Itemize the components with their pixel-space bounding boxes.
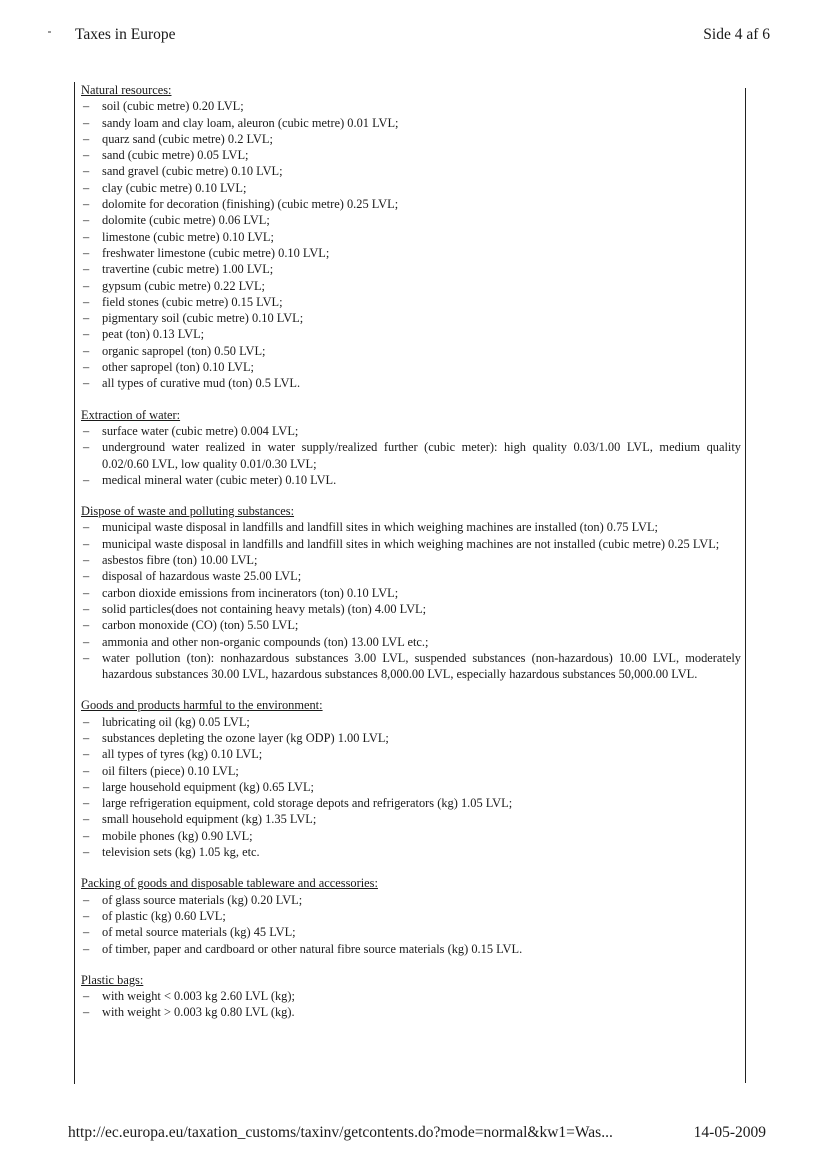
page-header-title: Taxes in Europe <box>75 26 176 43</box>
section <box>81 972 741 1021</box>
list-item: – asbestos fibre (ton) 10.00 LVL; <box>81 552 741 568</box>
section-item-list <box>81 98 741 391</box>
list-item: – of glass source materials (kg) 0.20 LVL; <box>81 892 741 908</box>
list-item: – clay (cubic metre) 0.10 LVL; <box>81 180 741 196</box>
list-item: – substances depleting the ozone layer (kg ODP) 1.00 LVL; <box>81 730 741 746</box>
list-item: – sand (cubic metre) 0.05 LVL; <box>81 147 741 163</box>
list-item: – lubricating oil (kg) 0.05 LVL; <box>81 714 741 730</box>
left-border-line <box>74 82 75 1084</box>
section <box>81 407 741 488</box>
footer-date: 14-05-2009 <box>693 1124 766 1141</box>
list-item: – all types of tyres (kg) 0.10 LVL; <box>81 746 741 762</box>
section-item-list <box>81 988 741 1021</box>
list-item: – all types of curative mud (ton) 0.5 LVL. <box>81 375 741 391</box>
list-item: – large household equipment (kg) 0.65 LVL; <box>81 779 741 795</box>
list-item: – municipal waste disposal in landfills and landfill sites in which weighing machines are installed (ton) 0.75 LVL; <box>81 519 741 535</box>
list-item: – peat (ton) 0.13 LVL; <box>81 326 741 342</box>
list-item: – municipal waste disposal in landfills and landfill sites in which weighing machines are not installed (cubic metre) 0.25 LVL; <box>81 536 741 552</box>
list-item: – pigmentary soil (cubic metre) 0.10 LVL; <box>81 310 741 326</box>
list-item: – underground water realized in water supply/realized further (cubic meter): high quality 0.03/1.00 LVL, medium quality 0.02/0.60 LVL, low quality 0.01/0.30 LVL; <box>81 439 741 472</box>
list-item: – disposal of hazardous waste 25.00 LVL; <box>81 568 741 584</box>
page-number: Side 4 af 6 <box>703 26 770 43</box>
section <box>81 503 741 682</box>
section-title: Packing of goods and disposable tableware and accessories: <box>81 876 378 891</box>
list-item: – freshwater limestone (cubic metre) 0.10 LVL; <box>81 245 741 261</box>
list-item: – large refrigeration equipment, cold storage depots and refrigerators (kg) 1.05 LVL; <box>81 795 741 811</box>
list-item: – sand gravel (cubic metre) 0.10 LVL; <box>81 163 741 179</box>
section-item-list <box>81 714 741 861</box>
list-item: – oil filters (piece) 0.10 LVL; <box>81 763 741 779</box>
list-item: – solid particles(does not containing heavy metals) (ton) 4.00 LVL; <box>81 601 741 617</box>
list-item: – limestone (cubic metre) 0.10 LVL; <box>81 229 741 245</box>
list-item: – with weight < 0.003 kg 2.60 LVL (kg); <box>81 988 741 1004</box>
section-title: Plastic bags: <box>81 972 144 987</box>
section-title: Goods and products harmful to the environment: <box>81 698 323 713</box>
list-item: – dolomite for decoration (finishing) (cubic metre) 0.25 LVL; <box>81 196 741 212</box>
section-item-list <box>81 423 741 488</box>
right-border-line <box>745 88 746 1083</box>
document-body <box>81 82 741 1036</box>
section-title: Extraction of water: <box>81 407 181 422</box>
list-item: – of plastic (kg) 0.60 LVL; <box>81 908 741 924</box>
list-item: – quarz sand (cubic metre) 0.2 LVL; <box>81 131 741 147</box>
list-item: – of metal source materials (kg) 45 LVL; <box>81 924 741 940</box>
list-item: – water pollution (ton): nonhazardous substances 3.00 LVL, suspended substances (non-hazardous) 10.00 LVL, moderately hazardous substances 30.00 LVL, hazardous substances 8,000.00 LVL, especially hazardous substances 50,000.00 LVL. <box>81 650 741 683</box>
list-item: – travertine (cubic metre) 1.00 LVL; <box>81 261 741 277</box>
list-item: – gypsum (cubic metre) 0.22 LVL; <box>81 278 741 294</box>
section-title: Dispose of waste and polluting substances: <box>81 504 295 519</box>
section-item-list <box>81 892 741 957</box>
list-item: – sandy loam and clay loam, aleuron (cubic metre) 0.01 LVL; <box>81 115 741 131</box>
list-item: – ammonia and other non-organic compounds (ton) 13.00 LVL etc.; <box>81 634 741 650</box>
list-item: – dolomite (cubic metre) 0.06 LVL; <box>81 212 741 228</box>
list-item: – soil (cubic metre) 0.20 LVL; <box>81 98 741 114</box>
list-item: – small household equipment (kg) 1.35 LVL; <box>81 811 741 827</box>
section <box>81 697 741 860</box>
list-item: – television sets (kg) 1.05 kg, etc. <box>81 844 741 860</box>
list-item: – mobile phones (kg) 0.90 LVL; <box>81 828 741 844</box>
page-footer <box>68 1124 766 1142</box>
list-item: – carbon dioxide emissions from incinerators (ton) 0.10 LVL; <box>81 585 741 601</box>
section <box>81 875 741 956</box>
list-item: – organic sapropel (ton) 0.50 LVL; <box>81 343 741 359</box>
section-item-list <box>81 519 741 682</box>
list-item: – medical mineral water (cubic meter) 0.10 LVL. <box>81 472 741 488</box>
list-item: – other sapropel (ton) 0.10 LVL; <box>81 359 741 375</box>
section <box>81 82 741 392</box>
section-title: Natural resources: <box>81 83 172 97</box>
scan-speck <box>48 31 51 33</box>
footer-url: http://ec.europa.eu/taxation_customs/taxinv/getcontents.do?mode=normal&kw1=Was... <box>68 1124 613 1141</box>
list-item: – carbon monoxide (CO) (ton) 5.50 LVL; <box>81 617 741 633</box>
list-item: – with weight > 0.003 kg 0.80 LVL (kg). <box>81 1004 741 1020</box>
list-item: – of timber, paper and cardboard or other natural fibre source materials (kg) 0.15 LVL. <box>81 941 741 957</box>
list-item: – surface water (cubic metre) 0.004 LVL; <box>81 423 741 439</box>
list-item: – field stones (cubic metre) 0.15 LVL; <box>81 294 741 310</box>
